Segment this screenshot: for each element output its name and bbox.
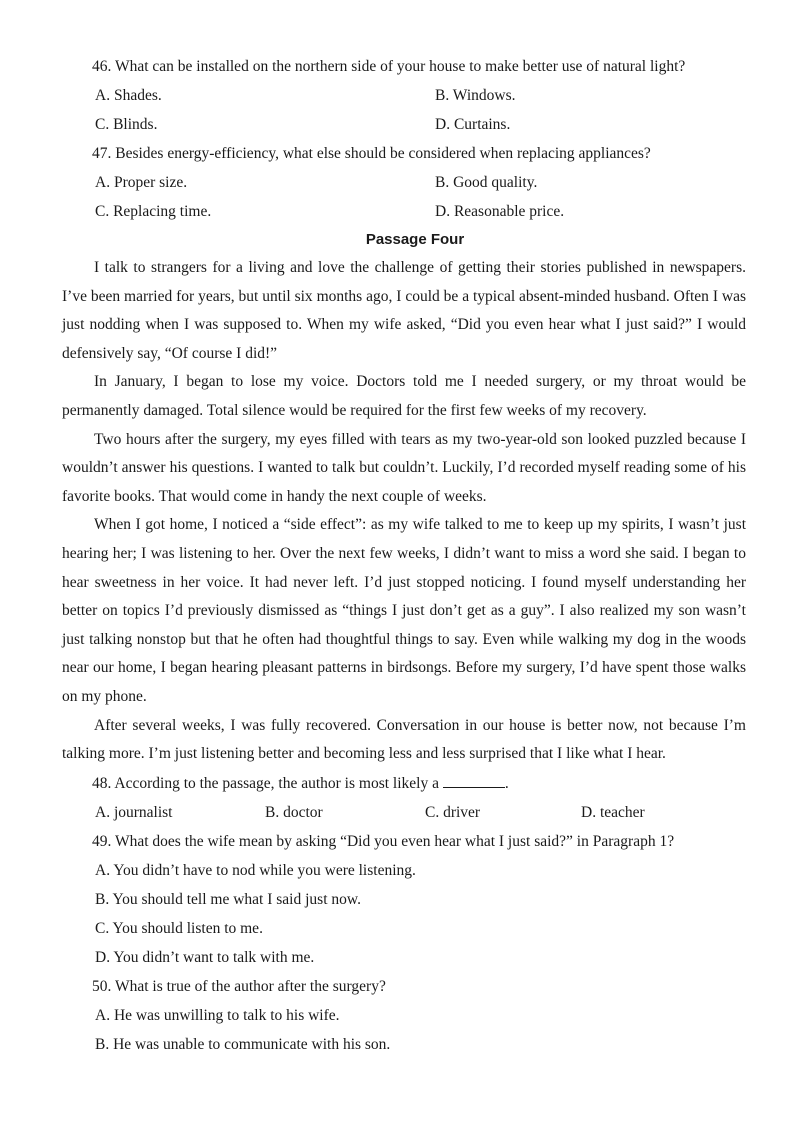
exam-page	[62, 52, 746, 1059]
question-48-stem: 48. According to the passage, the author is most likely a	[92, 774, 439, 792]
question-46-options	[62, 81, 746, 139]
question-46	[62, 52, 746, 139]
option-a: A. Proper size.	[95, 174, 188, 191]
option-a: A. He was unwilling to talk to his wife.	[95, 1006, 340, 1024]
option-b: B. You should tell me what I said just now.	[95, 890, 361, 908]
option-a: A. Shades.	[95, 87, 162, 104]
passage-paragraph-5: After several weeks, I was fully recovered. Conversation in our house is better now, not because I’m talking more. I’m just listening better and becoming less and less surprised that I like what I hear.	[62, 716, 746, 763]
option-c: C. You should listen to me.	[95, 919, 263, 937]
question-48	[62, 769, 746, 827]
option-d: D. You didn’t want to talk with me.	[95, 948, 315, 966]
passage-paragraph-2: In January, I began to lose my voice. Doctors told me I needed surgery, or my throat would be permanently damaged. Total silence would be required for the first few weeks of my recovery.	[62, 373, 746, 419]
option-a: A. You didn’t have to nod while you were listening.	[95, 861, 416, 879]
option-a: A. journalist	[95, 803, 173, 821]
question-47	[62, 139, 746, 226]
passage-body	[62, 254, 746, 769]
option-c: C. Blinds.	[95, 116, 158, 133]
passage-paragraph-1: I talk to strangers for a living and love the challenge of getting their stories published in newspapers. I’ve been married for years, but until six months ago, I could be a typical absent-minded husband. Often I was just nodding when I was supposed to. When my wife asked, “Did you even hear what I just said?” I would defensively say, “Of course I did!”	[62, 259, 746, 362]
question-48-options	[62, 798, 746, 827]
passage-paragraph-3: Two hours after the surgery, my eyes filled with tears as my two-year-old son looked puzzled because I wouldn’t answer his questions. I wanted to talk but couldn’t. Luckily, I’d recorded myself reading some of his favorite books. That would come in handy the next couple of weeks.	[62, 430, 746, 505]
question-47-text: 47. Besides energy-efficiency, what else should be considered when replacing appliances?	[92, 145, 651, 162]
option-b: B. Windows.	[435, 87, 516, 104]
question-48-text	[62, 769, 746, 798]
passage-title: Passage Four	[365, 231, 465, 248]
option-b: B. doctor	[265, 803, 323, 821]
option-d: D. teacher	[581, 803, 645, 821]
question-50	[62, 972, 746, 1059]
answer-blank	[443, 775, 505, 788]
option-b: B. He was unable to communicate with his son.	[95, 1035, 391, 1053]
option-d: D. Curtains.	[435, 116, 511, 133]
question-50-text: 50. What is true of the author after the surgery?	[92, 977, 386, 995]
question-48-end: .	[504, 774, 509, 792]
option-c: C. driver	[425, 803, 481, 821]
option-d: D. Reasonable price.	[435, 203, 565, 220]
question-47-options	[62, 168, 746, 226]
question-46-text: 46. What can be installed on the northern side of your house to make better use of natural light?	[92, 58, 686, 75]
passage-paragraph-4: When I got home, I noticed a “side effect”: as my wife talked to me to keep up my spirits, I wasn’t just hearing her; I was listening to her. Over the next few weeks, I didn’t want to miss a word she said. I began to hear sweetness in her voice. It had never left. I’d just stopped noticing. I found myself understanding her better on topics I’d previously dismissed as “things I just don’t get as a guy”. I also realized my son wasn’t just talking nonstop but that he often had thoughtful things to say. Even while walking my dog in the woods near our home, I began hearing pleasant patterns in birdsongs. Before my surgery, I’d have spent those walks on my phone.	[62, 516, 746, 705]
option-b: B. Good quality.	[435, 174, 538, 191]
option-c: C. Replacing time.	[95, 203, 212, 220]
question-49	[62, 827, 746, 972]
question-49-text: 49. What does the wife mean by asking “Did you even hear what I just said?” in Paragraph 1?	[92, 832, 675, 850]
